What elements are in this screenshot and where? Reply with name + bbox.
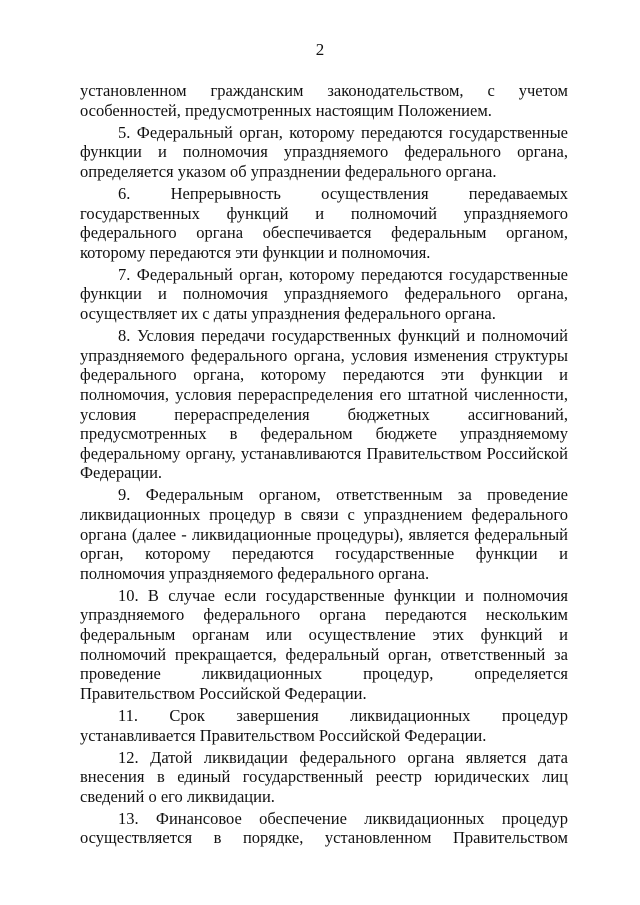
page-number: 2	[315, 40, 325, 59]
paragraph-6: 6. Непрерывность осуществления передаваемых государственных функций и полномочий упраздняемого федерального органа обеспечивается федеральным органом, которому передаются эти функции и полномочия.	[80, 183, 568, 262]
document-body	[80, 81, 568, 851]
paragraph-5: 5. Федеральный орган, которому передаются государственные функции и полномочия упраздняемого федерального органа, определяется указом об упразднении федерального органа.	[80, 122, 568, 181]
paragraph-10: 10. В случае если государственные функции и полномочия упраздняемого федерального органа передаются нескольким федеральным органам или осуществление этих функций и полномочий прекращается, федеральный орган, ответственный за проведение ликвидационных процедур, определяется Правительством Российской Федерации.	[80, 585, 568, 703]
paragraph-12: 12. Датой ликвидации федерального органа является дата внесения в единый государственный реестр юридических лиц сведений о его ликвидации.	[80, 747, 568, 806]
paragraph-13: 13. Финансовое обеспечение ликвидационных процедур осуществляется в порядке, установленном Правительством	[80, 808, 568, 848]
paragraph-7: 7. Федеральный орган, которому передаются государственные функции и полномочия упраздняемого федерального органа, осуществляет их с даты упразднения федерального органа.	[80, 264, 568, 324]
paragraph-11: 11. Срок завершения ликвидационных процедур устанавливается Правительством Российской Федерации.	[80, 705, 568, 745]
paragraph-continuation: установленном гражданским законодательством, с учетом особенностей, предусмотренных настоящим Положением.	[80, 81, 568, 120]
paragraph-9: 9. Федеральным органом, ответственным за проведение ликвидационных процедур в связи с упразднением федерального органа (далее - ликвидационные процедуры), является федеральный орган, которому передаются государственные функции и полномочия упраздняемого федерального органа.	[80, 485, 568, 583]
paragraph-8: 8. Условия передачи государственных функций и полномочий упраздняемого федерального органа, условия изменения структуры федерального органа, которому передаются эти функции и полномочия, условия перераспределения его штатной численности, условия перераспределения бюджетных ассигнований, предусмотренных в федеральном бюджете упраздняемому федеральному органу, устанавливаются Правительством Российской Федерации.	[80, 326, 568, 483]
